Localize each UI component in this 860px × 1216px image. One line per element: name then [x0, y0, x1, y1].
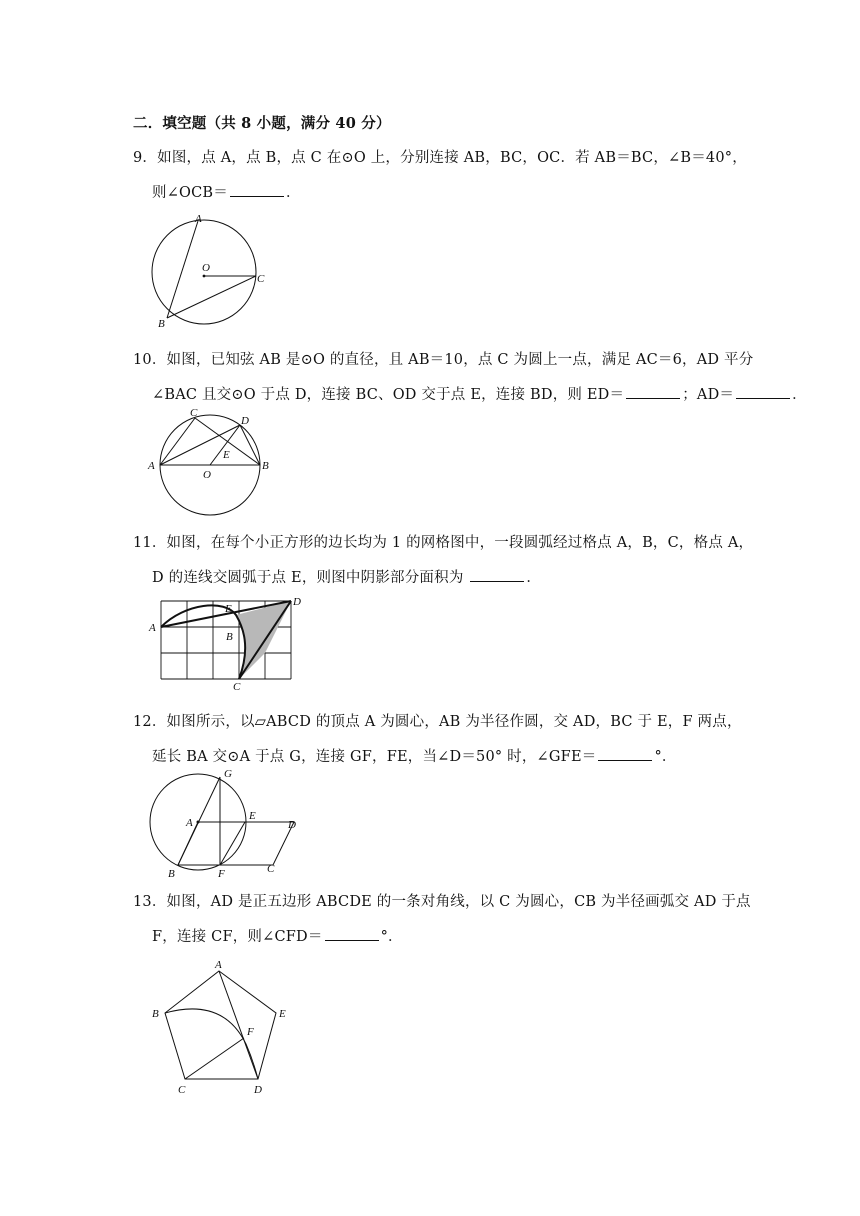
q9-chord-bc [167, 276, 256, 318]
section-title: 二．填空题（共 8 小题，满分 40 分） [133, 115, 391, 132]
q13-label-c: C [178, 1084, 186, 1096]
q12-label-g: G [224, 768, 232, 780]
q11-answer-blank [470, 569, 524, 582]
q11-line2-text: D 的连线交圆弧于点 E，则图中阴影部分面积为 [152, 570, 469, 586]
q13-line2 [152, 925, 403, 946]
q9-line2-text: 则∠OCB＝ [152, 185, 228, 201]
q13-pentagon [165, 971, 276, 1079]
q9-label-b: B [158, 318, 165, 330]
q9-line1: 9．如图，点 A，点 B，点 C 在⊙O 上，分别连接 AB，BC，OC．若 AB＝BC，∠B＝40°， [133, 150, 747, 166]
q11-line2-end: ． [526, 570, 542, 586]
q10-chord-bd [240, 425, 260, 465]
q12-line2 [152, 745, 677, 766]
q9-line2 [152, 181, 301, 202]
q9-label-o: O [202, 262, 210, 274]
q9-chord-ab [167, 221, 198, 318]
q10-label-b: B [262, 460, 269, 472]
q12-label-b: B [168, 868, 175, 880]
q10-answer-blank-2 [736, 386, 790, 399]
q13-label-b: B [152, 1008, 159, 1020]
q12-line2-end: °． [654, 749, 677, 765]
q13-label-a: A [215, 959, 222, 971]
q9-answer-blank [230, 184, 284, 197]
q10-answer-blank-1 [626, 386, 680, 399]
q11-figure [145, 595, 320, 695]
q10-line2-mid: ；AD＝ [682, 387, 735, 403]
q11-label-c: C [233, 681, 241, 693]
q12-figure [140, 765, 315, 880]
q10-label-o: O [203, 469, 211, 481]
q13-figure [140, 955, 310, 1100]
q11-label-e: E [225, 603, 232, 615]
q10-line2 [152, 383, 807, 404]
q10-label-a: A [148, 460, 155, 472]
q9-center-dot [203, 275, 206, 278]
q13-line-cf [185, 1038, 244, 1079]
q13-arc [165, 1009, 258, 1079]
q10-line1: 10．如图，已知弦 AB 是⊙O 的直径，且 AB＝10，点 C 为圆上一点，满足 AC＝6，AD 平分 [133, 352, 754, 368]
q13-label-f: F [247, 1026, 254, 1038]
q12-center-dot [197, 821, 200, 824]
q9-label-c: C [257, 273, 265, 285]
q13-line1: 13．如图，AD 是正五边形 ABCDE 的一条对角线，以 C 为圆心，CB 为半径画弧交 AD 于点 [133, 894, 751, 910]
q12-label-f: F [218, 868, 225, 880]
q10-line2-text: ∠BAC 且交⊙O 于点 D，连接 BC、OD 交于点 E，连接 BD，则 ED＝ [152, 387, 625, 403]
q12-label-c: C [267, 863, 275, 875]
q13-line2-text: F，连接 CF，则∠CFD＝ [152, 929, 323, 945]
q9-figure [140, 210, 280, 335]
q11-label-d: D [293, 596, 301, 608]
q10-label-e: E [223, 449, 230, 461]
q13-label-d: D [254, 1084, 262, 1096]
q11-label-a: A [149, 622, 156, 634]
q12-answer-blank [598, 748, 652, 761]
q10-label-c: C [190, 407, 198, 419]
q10-figure [140, 408, 280, 518]
q9-line2-end: ． [286, 185, 301, 201]
q10-label-d: D [241, 415, 249, 427]
q13-diagonal-ad [219, 971, 258, 1079]
q13-label-e: E [279, 1008, 286, 1020]
q11-label-b: B [226, 631, 233, 643]
q13-line2-end: °． [380, 929, 403, 945]
q10-line2-end: ． [792, 387, 807, 403]
q12-line1: 12．如图所示，以▱ABCD 的顶点 A 为圆心，AB 为半径作圆，交 AD，BC 于 E，F 两点， [133, 714, 742, 730]
q10-chord-ac [160, 418, 195, 465]
q11-line1: 11．如图，在每个小正方形的边长均为 1 的网格图中，一段圆弧经过格点 A，B，C，格点 A， [133, 535, 754, 551]
q12-label-e: E [249, 810, 256, 822]
q13-answer-blank [325, 928, 379, 941]
q12-label-a: A [186, 817, 193, 829]
q12-label-d: D [288, 819, 296, 831]
q11-line2 [152, 566, 541, 587]
q12-line2-text: 延长 BA 交⊙A 于点 G，连接 GF，FE，当∠D＝50° 时，∠GFE＝ [152, 749, 597, 765]
q9-label-a: A [195, 213, 202, 225]
